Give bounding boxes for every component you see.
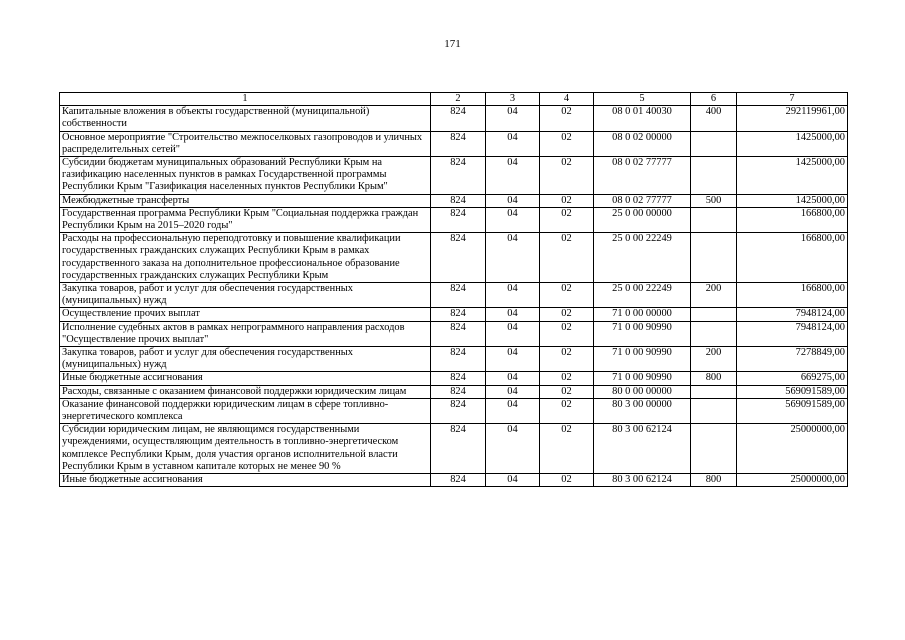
row-subsection-cell: 02 bbox=[540, 474, 594, 487]
table-row bbox=[60, 283, 848, 308]
row-name-cell: Закупка товаров, работ и услуг для обеспечения государственных (муниципальных) нужд bbox=[60, 283, 431, 308]
row-section-cell: 04 bbox=[486, 194, 540, 207]
row-ved-cell: 824 bbox=[431, 424, 486, 474]
row-subsection-cell: 02 bbox=[540, 321, 594, 346]
row-section-cell: 04 bbox=[486, 207, 540, 232]
row-name-cell: Расходы, связанные с оказанием финансовой поддержки юридическим лицам bbox=[60, 385, 431, 398]
budget-table bbox=[59, 92, 848, 487]
row-target-article-cell: 25 0 00 00000 bbox=[594, 207, 691, 232]
row-expense-type-cell: 200 bbox=[691, 283, 737, 308]
row-amount-cell: 166800,00 bbox=[737, 233, 848, 283]
table-row bbox=[60, 194, 848, 207]
row-name-cell: Государственная программа Республики Крым "Социальная поддержка граждан Республики Крым на 2015–2020 годы" bbox=[60, 207, 431, 232]
row-name-cell: Иные бюджетные ассигнования bbox=[60, 372, 431, 385]
row-ved-cell: 824 bbox=[431, 347, 486, 372]
column-header: 6 bbox=[691, 93, 737, 106]
table-body bbox=[60, 106, 848, 487]
row-amount-cell: 569091589,00 bbox=[737, 398, 848, 423]
row-amount-cell: 25000000,00 bbox=[737, 424, 848, 474]
row-amount-cell: 25000000,00 bbox=[737, 474, 848, 487]
row-target-article-cell: 25 0 00 22249 bbox=[594, 233, 691, 283]
row-section-cell: 04 bbox=[486, 385, 540, 398]
column-header: 2 bbox=[431, 93, 486, 106]
row-target-article-cell: 08 0 02 77777 bbox=[594, 194, 691, 207]
row-subsection-cell: 02 bbox=[540, 424, 594, 474]
table-row bbox=[60, 474, 848, 487]
table-row bbox=[60, 157, 848, 195]
row-target-article-cell: 25 0 00 22249 bbox=[594, 283, 691, 308]
row-ved-cell: 824 bbox=[431, 131, 486, 156]
row-subsection-cell: 02 bbox=[540, 157, 594, 195]
row-target-article-cell: 80 3 00 62124 bbox=[594, 474, 691, 487]
row-ved-cell: 824 bbox=[431, 194, 486, 207]
row-ved-cell: 824 bbox=[431, 233, 486, 283]
row-amount-cell: 1425000,00 bbox=[737, 194, 848, 207]
row-name-cell: Оказание финансовой поддержки юридическим лицам в сфере топливно-энергетического комплекса bbox=[60, 398, 431, 423]
row-name-cell: Расходы на профессиональную переподготовку и повышение квалификации государственных гражданских служащих Республики Крым в рамках государственного заказа на дополнительное профессиональное образование государственных гражданских служащих Республики Крым bbox=[60, 233, 431, 283]
row-name-cell: Субсидии бюджетам муниципальных образований Республики Крым на газификацию населенных пунктов в рамках Государственной программы Республики Крым "Газификация населенных пунктов Республики Крым" bbox=[60, 157, 431, 195]
row-name-cell: Осуществление прочих выплат bbox=[60, 308, 431, 321]
table-row bbox=[60, 233, 848, 283]
table-row bbox=[60, 398, 848, 423]
row-name-cell: Капитальные вложения в объекты государственной (муниципальной) собственности bbox=[60, 106, 431, 131]
row-name-cell: Иные бюджетные ассигнования bbox=[60, 474, 431, 487]
column-header: 3 bbox=[486, 93, 540, 106]
row-subsection-cell: 02 bbox=[540, 385, 594, 398]
row-target-article-cell: 71 0 00 90990 bbox=[594, 372, 691, 385]
table-row bbox=[60, 106, 848, 131]
table-row bbox=[60, 131, 848, 156]
row-section-cell: 04 bbox=[486, 131, 540, 156]
table-row bbox=[60, 207, 848, 232]
row-name-cell: Межбюджетные трансферты bbox=[60, 194, 431, 207]
row-name-cell: Исполнение судебных актов в рамках непрограммного направления расходов "Осуществление прочих выплат" bbox=[60, 321, 431, 346]
table-row bbox=[60, 372, 848, 385]
row-ved-cell: 824 bbox=[431, 308, 486, 321]
row-section-cell: 04 bbox=[486, 283, 540, 308]
row-subsection-cell: 02 bbox=[540, 207, 594, 232]
row-ved-cell: 824 bbox=[431, 106, 486, 131]
row-expense-type-cell bbox=[691, 308, 737, 321]
row-ved-cell: 824 bbox=[431, 385, 486, 398]
row-ved-cell: 824 bbox=[431, 283, 486, 308]
table-row bbox=[60, 347, 848, 372]
column-header: 1 bbox=[60, 93, 431, 106]
row-expense-type-cell bbox=[691, 131, 737, 156]
row-expense-type-cell bbox=[691, 207, 737, 232]
row-expense-type-cell bbox=[691, 424, 737, 474]
row-amount-cell: 7948124,00 bbox=[737, 321, 848, 346]
row-section-cell: 04 bbox=[486, 106, 540, 131]
row-expense-type-cell: 400 bbox=[691, 106, 737, 131]
column-header: 4 bbox=[540, 93, 594, 106]
row-target-article-cell: 80 3 00 62124 bbox=[594, 424, 691, 474]
row-name-cell: Основное мероприятие "Строительство межпоселковых газопроводов и уличных распределительных сетей" bbox=[60, 131, 431, 156]
row-amount-cell: 166800,00 bbox=[737, 283, 848, 308]
row-amount-cell: 1425000,00 bbox=[737, 157, 848, 195]
table-row bbox=[60, 424, 848, 474]
row-expense-type-cell: 200 bbox=[691, 347, 737, 372]
row-expense-type-cell bbox=[691, 321, 737, 346]
row-section-cell: 04 bbox=[486, 233, 540, 283]
table-row bbox=[60, 321, 848, 346]
row-section-cell: 04 bbox=[486, 308, 540, 321]
row-subsection-cell: 02 bbox=[540, 106, 594, 131]
row-expense-type-cell: 800 bbox=[691, 474, 737, 487]
row-amount-cell: 166800,00 bbox=[737, 207, 848, 232]
row-name-cell: Субсидии юридическим лицам, не являющимся государственными учреждениями, осуществляющим деятельность в топливно-энергетическом комплексе Республики Крым, доля участия органов исполнительной власти Республики Крым в уставном капитале которых не менее 90 % bbox=[60, 424, 431, 474]
row-subsection-cell: 02 bbox=[540, 233, 594, 283]
row-amount-cell: 569091589,00 bbox=[737, 385, 848, 398]
row-name-cell: Закупка товаров, работ и услуг для обеспечения государственных (муниципальных) нужд bbox=[60, 347, 431, 372]
column-header: 5 bbox=[594, 93, 691, 106]
row-target-article-cell: 71 0 00 00000 bbox=[594, 308, 691, 321]
row-target-article-cell: 71 0 00 90990 bbox=[594, 321, 691, 346]
row-amount-cell: 292119961,00 bbox=[737, 106, 848, 131]
row-ved-cell: 824 bbox=[431, 474, 486, 487]
row-ved-cell: 824 bbox=[431, 398, 486, 423]
row-subsection-cell: 02 bbox=[540, 283, 594, 308]
row-section-cell: 04 bbox=[486, 474, 540, 487]
row-amount-cell: 1425000,00 bbox=[737, 131, 848, 156]
row-target-article-cell: 71 0 00 90990 bbox=[594, 347, 691, 372]
row-section-cell: 04 bbox=[486, 424, 540, 474]
row-expense-type-cell bbox=[691, 157, 737, 195]
column-header: 7 bbox=[737, 93, 848, 106]
row-subsection-cell: 02 bbox=[540, 372, 594, 385]
row-section-cell: 04 bbox=[486, 321, 540, 346]
row-amount-cell: 7278849,00 bbox=[737, 347, 848, 372]
row-amount-cell: 7948124,00 bbox=[737, 308, 848, 321]
row-ved-cell: 824 bbox=[431, 321, 486, 346]
row-section-cell: 04 bbox=[486, 398, 540, 423]
row-amount-cell: 669275,00 bbox=[737, 372, 848, 385]
page-number: 171 bbox=[444, 38, 461, 50]
row-section-cell: 04 bbox=[486, 157, 540, 195]
row-target-article-cell: 08 0 02 77777 bbox=[594, 157, 691, 195]
row-subsection-cell: 02 bbox=[540, 194, 594, 207]
row-expense-type-cell: 800 bbox=[691, 372, 737, 385]
row-subsection-cell: 02 bbox=[540, 308, 594, 321]
row-expense-type-cell bbox=[691, 385, 737, 398]
row-expense-type-cell bbox=[691, 398, 737, 423]
row-subsection-cell: 02 bbox=[540, 131, 594, 156]
row-expense-type-cell: 500 bbox=[691, 194, 737, 207]
row-target-article-cell: 80 0 00 00000 bbox=[594, 385, 691, 398]
row-target-article-cell: 08 0 01 40030 bbox=[594, 106, 691, 131]
row-target-article-cell: 80 3 00 00000 bbox=[594, 398, 691, 423]
row-expense-type-cell bbox=[691, 233, 737, 283]
table-row bbox=[60, 308, 848, 321]
table-header-row bbox=[60, 93, 848, 106]
table-row bbox=[60, 385, 848, 398]
row-subsection-cell: 02 bbox=[540, 398, 594, 423]
row-subsection-cell: 02 bbox=[540, 347, 594, 372]
row-section-cell: 04 bbox=[486, 347, 540, 372]
row-ved-cell: 824 bbox=[431, 372, 486, 385]
row-section-cell: 04 bbox=[486, 372, 540, 385]
row-ved-cell: 824 bbox=[431, 157, 486, 195]
row-target-article-cell: 08 0 02 00000 bbox=[594, 131, 691, 156]
row-ved-cell: 824 bbox=[431, 207, 486, 232]
